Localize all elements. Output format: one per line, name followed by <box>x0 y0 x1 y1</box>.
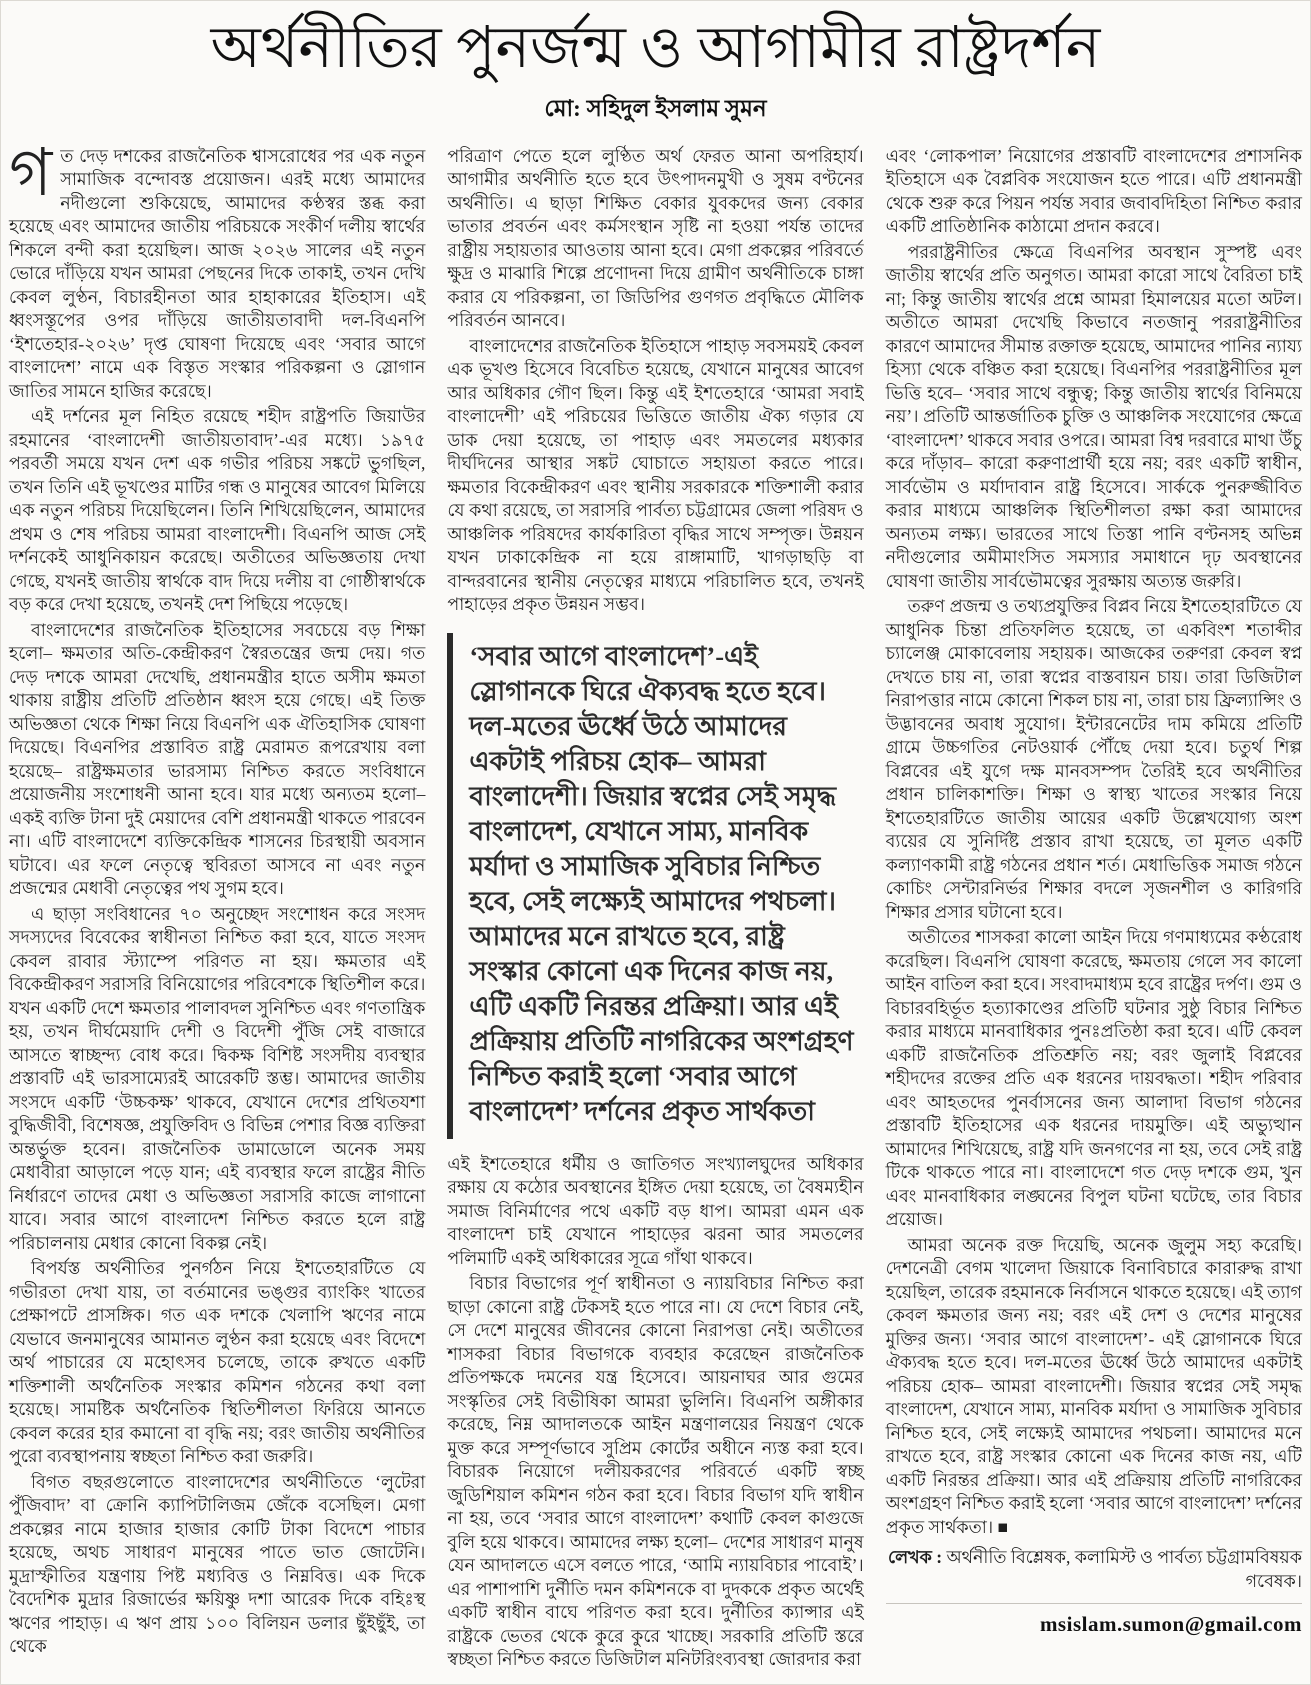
paragraph: এবং ‘লোকপাল’ নিয়োগের প্রস্তাবটি বাংলাদেশের প্রশাসনিক ইতিহাসে এক বৈপ্লবিক সংযোজন হতে পারে। এটি প্রধানমন্ত্রী থেকে শুরু করে পিয়ন পর্যন্ত সবার জবাবদিহিতা নিশ্চিত করার একটি প্রাতিষ্ঠানিক কাঠামো প্রদান করবে। <box>885 145 1302 237</box>
article-body <box>1 129 1310 1684</box>
paragraph: বাংলাদেশের রাজনৈতিক ইতিহাসের সবচেয়ে বড় শিক্ষা হলো– ক্ষমতার অতি-কেন্দ্রীকরণ স্বৈরতন্ত্রের জন্ম দেয়। গত দেড় দশকে আমরা দেখেছি, প্রধানমন্ত্রীর হাতে অসীম ক্ষমতা থাকায় রাষ্ট্রীয় প্রতিটি প্রতিষ্ঠান ধ্বংস হয়ে গেছে। এই তিক্ত অভিজ্ঞতা থেকে শিক্ষা নিয়ে বিএনপি এক ঐতিহাসিক ঘোষণা দিয়েছে। বিএনপির প্রস্তাবিত রাষ্ট্র মেরামত রূপরেখায় বলা হয়েছে– রাষ্ট্রক্ষমতার ভারসাম্য নিশ্চিত করতে সংবিধানে প্রয়োজনীয় সংশোধনী আনা হবে। যার মধ্যে অন্যতম হলো– একই ব্যক্তি টানা দুই মেয়াদের বেশি প্রধানমন্ত্রী থাকতে পারবেন না। এটি বাংলাদেশে ব্যক্তিকেন্দ্রিক শাসনের চিরস্থায়ী অবসান ঘটাবে। এর ফলে নেতৃত্বে স্থবিরতা আসবে না এবং নতুন প্রজন্মের মেধাবী নেতৃত্বের পথ সুগম হবে। <box>9 619 426 899</box>
paragraph: বিচার বিভাগের পূর্ণ স্বাধীনতা ও ন্যায়বিচার নিশ্চিত করা ছাড়া কোনো রাষ্ট্র টেকসই হতে পারে না। যে দেশে বিচার নেই, সে দেশে মানুষের জীবনের কোনো নিরাপত্তা নেই। অতীতের শাসকরা বিচার বিভাগকে ব্যবহার করেছেন রাজনৈতিক প্রতিপক্ষকে দমনের যন্ত্র হিসেবে। আয়নাঘর আর গুমের সংস্কৃতির সেই বিভীষিকা আমরা ভুলিনি। বিএনপি অঙ্গীকার করেছে, নিম্ন আদালতকে আইন মন্ত্রণালয়ের নিয়ন্ত্রণ থেকে মুক্ত করে সম্পূর্ণভাবে সুপ্রিম কোর্টের অধীনে ন্যস্ত করা হবে। বিচারক নিয়োগে দলীয়করণের পরিবর্তে একটি স্বচ্ছ জুডিশিয়াল কমিশন গঠন করা হবে। বিচার বিভাগ যদি স্বাধীন না হয়, তবে ‘সবার আগে বাংলাদেশ’ কথাটি কেবল কাগুজে বুলি হয়ে থাকবে। আমাদের লক্ষ্য হলো– দেশের সাধারণ মানুষ যেন আদালতে এসে বলতে পারে, ‘আমি ন্যায়বিচার পাবোই’। এর পাশাপাশি দুর্নীতি দমন কমিশনকে বা দুদককে প্রকৃত অর্থেই একটি স্বাধীন বাঘে পরিণত করা হবে। দুর্নীতির ক্যান্সার এই রাষ্ট্রকে ভেতর থেকে কুরে কুরে খাচ্ছে। সরকারি প্রতিটি স্তরে স্বচ্ছতা নিশ্চিত করতে ডিজিটাল মনিটরিংব্যবস্থা জোরদার করা <box>447 1273 864 1670</box>
author-bio <box>886 1545 1302 1593</box>
column-2 <box>447 145 863 1674</box>
paragraph <box>9 136 426 404</box>
paragraph: এ ছাড়া সংবিধানের ৭০ অনুচ্ছেদ সংশোধন করে সংসদ সদস্যদের বিবেকের স্বাধীনতা নিশ্চিত করা হবে, যাতে সংসদ কেবল রাবার স্ট্যাম্পে পরিণত না হয়। ক্ষমতার এই বিকেন্দ্রীকরণ সরাসরি বিনিয়োগের পরিবেশকে স্থিতিশীল করে। যখন একটি দেশে ক্ষমতার পালাবদল সুনিশ্চিত এবং গণতান্ত্রিক হয়, তখন দীর্ঘমেয়াদি দেশী ও বিদেশী পুঁজি সেই বাজারে আসতে স্বাচ্ছন্দ্য বোধ করে। দ্বিকক্ষ বিশিষ্ট সংসদীয় ব্যবস্থার প্রস্তাবটি এই ভারসাম্যেরই আরেকটি স্তম্ভ। আমাদের জাতীয় সংসদে একটি ‘উচ্চকক্ষ’ থাকবে, যেখানে দেশের প্রথিতযশা বুদ্ধিজীবী, বিশেষজ্ঞ, প্রযুক্তিবিদ ও বিভিন্ন পেশার বিজ্ঞ ব্যক্তিরা অন্তর্ভুক্ত হবেন। রাজনৈতিক ডামাডোলে অনেক সময় মেধাবীরা আড়ালে পড়ে যান; এই ব্যবস্থার ফলে রাষ্ট্রের নীতি নির্ধারণে তাদের মেধা ও অভিজ্ঞতা সরাসরি কাজে লাগানো যাবে। সবার আগে বাংলাদেশ নিশ্চিত করতে হলে রাষ্ট্র পরিচালনায় মেধার কোনো বিকল্প নেই। <box>9 903 426 1253</box>
column-3 <box>886 145 1302 1674</box>
author-credit <box>886 1545 1302 1637</box>
article-header <box>1 1 1310 129</box>
paragraph: বাংলাদেশের রাজনৈতিক ইতিহাসে পাহাড় সবসময়ই কেবল এক ভূখণ্ড হিসেবে বিবেচিত হয়েছে, যেখানে মানুষের আবেগ আর অধিকার গৌণ ছিল। কিন্তু এই ইশতেহারে ‘আমরা সবাই বাংলাদেশী’ এই পরিচয়ের ভিত্তিতে জাতীয় ঐক্য গড়ার যে ডাক দেয়া হয়েছে, তা পাহাড় এবং সমতলের মধ্যকার দীর্ঘদিনের আস্থার সঙ্কট ঘোচাতে সহায়তা করতে পারে। ক্ষমতার বিকেন্দ্রীকরণ এবং স্থানীয় সরকারকে শক্তিশালী করার যে কথা রয়েছে, তা সরাসরি পার্বত্য চট্টগ্রামের জেলা পরিষদ ও আঞ্চলিক পরিষদের কার্যকারিতা বৃদ্ধির সাথে সম্পৃক্ত। উন্নয়ন যখন ঢাকাকেন্দ্রিক না হয়ে রাঙ্গামাটি, খাগড়াছড়ি বা বান্দরবানের স্থানীয় নেতৃত্বের মাধ্যমে পরিচালিত হবে, তখনই পাহাড়ের প্রকৃত উন্নয়ন সম্ভব। <box>447 335 864 615</box>
paragraph: বিপর্যস্ত অর্থনীতির পুনর্গঠন নিয়ে ইশতেহারটিতে যে গভীরতা দেখা যায়, তা বর্তমানের ভঙ্গুর ব্যাংকিং খাতের প্রেক্ষাপটে প্রাসঙ্গিক। গত এক দশকে খেলাপি ঋণের নামে যেভাবে জনমানুষের আমানত লুণ্ঠন করা হয়েছে এবং বিদেশে অর্থ পাচারের যে মহোৎসব চলেছে, তাকে রুখতে একটি শক্তিশালী অর্থনৈতিক সংস্কার কমিশন গঠনের কথা বলা হয়েছে। সামষ্টিক অর্থনৈতিক স্থিতিশীলতা ফিরিয়ে আনতে কেবল করের হার কমানো বা বৃদ্ধি নয়; বরং জাতীয় অর্থনীতির পুরো ব্যবস্থাপনায় স্বচ্ছতা নিশ্চিত করা জরুরি। <box>9 1258 426 1467</box>
paragraph: তরুণ প্রজন্ম ও তথ্যপ্রযুক্তির বিপ্লব নিয়ে ইশতেহারটিতে যে আধুনিক চিন্তা প্রতিফলিত হয়েছে, তা একবিংশ শতাব্দীর চ্যালেঞ্জ মোকাবেলায় সহায়ক। আজকের তরুণরা কেবল স্বপ্ন দেখতে চায় না, তারা স্বপ্নের বাস্তবায়ন চায়। তারা ডিজিটাল নিরাপত্তার নামে কোনো শিকল চায় না, তারা চায় ফ্রিল্যান্সিং ও উদ্ভাবনের অবাধ সুযোগ। ইন্টারনেটের দাম কমিয়ে প্রতিটি গ্রামে উচ্চগতির নেটওয়ার্ক পৌঁছে দেয়া হবে। চতুর্থ শিল্প বিপ্লবের এই যুগে দক্ষ মানবসম্পদ তৈরিই হবে অর্থনীতির প্রধান চালিকাশক্তি। শিক্ষা ও স্বাস্থ্য খাতের সংস্কার নিয়ে ইশতেহারটিতে জাতীয় আয়ের একটি উল্লেখযোগ্য অংশ ব্যয়ের যে সুনির্দিষ্ট প্রস্তাব রাখা হয়েছে, তা মূলত একটি কল্যাণকামী রাষ্ট্র গঠনের প্রধান শর্ত। মেধাভিত্তিক সমাজ গঠনে কোচিং সেন্টারনির্ভর শিক্ষার বদলে সৃজনশীল ও কারিগরি শিক্ষার প্রসার ঘটানো হবে। <box>885 596 1302 922</box>
pull-quote: ‘সবার আগে বাংলাদেশ’-এই স্লোগানকে ঘিরে ঐক্যবদ্ধ হতে হবে। দল-মতের ঊর্ধ্বে উঠে আমাদের একটাই পরিচয় হোক– আমরা বাংলাদেশী। জিয়ার স্বপ্নের সেই সমৃদ্ধ বাংলাদেশ, যেখানে সাম্য, মানবিক মর্যাদা ও সামাজিক সুবিচার নিশ্চিত হবে, সেই লক্ষ্যেই আমাদের পথচলা। আমাদের মনে রাখতে হবে, রাষ্ট্র সংস্কার কোনো এক দিনের কাজ নয়, এটি একটি নিরন্তর প্রক্রিয়া। আর এই প্রক্রিয়ায় প্রতিটি নাগরিকের অংশগ্রহণ নিশ্চিত করাই হলো ‘সবার আগে বাংলাদেশ’ দর্শনের প্রকৃত সার্থকতা <box>447 633 863 1139</box>
author-email: msislam.sumon@gmail.com <box>1039 1612 1302 1637</box>
paragraph: আমরা অনেক রক্ত দিয়েছি, অনেক জুলুম সহ্য করেছি। দেশনেত্রী বেগম খালেদা জিয়াকে বিনাবিচারে কারারুদ্ধ রাখা হয়েছিল, তারেক রহমানকে নির্বাসনে থাকতে হয়েছে। এই ত্যাগ কেবল ক্ষমতার জন্য নয়; বরং এই দেশ ও দেশের মানুষের মুক্তির জন্য। ‘সবার আগে বাংলাদেশ’- এই স্লোগানকে ঘিরে ঐক্যবদ্ধ হতে হবে। দল-মতের ঊর্ধ্বে উঠে আমাদের একটাই পরিচয় হোক– আমরা বাংলাদেশী। জিয়ার স্বপ্নের সেই সমৃদ্ধ বাংলাদেশ, যেখানে সাম্য, মানবিক মর্যাদা ও সামাজিক সুবিচার নিশ্চিত হবে, সেই লক্ষ্যেই আমাদের পথচলা। আমাদের মনে রাখতে হবে, রাষ্ট্র সংস্কার কোনো এক দিনের কাজ নয়, এটি একটি নিরন্তর প্রক্রিয়া। আর এই প্রক্রিয়ায় প্রতিটি নাগরিকের অংশগ্রহণ নিশ্চিত করাই হলো ‘সবার আগে বাংলাদেশ’ দর্শনের প্রকৃত সার্থকতা। ■ <box>885 1234 1302 1537</box>
author-label: লেখক : <box>888 1547 943 1568</box>
drop-cap: গ <box>9 136 53 210</box>
paragraph: এই দর্শনের মূল নিহিত রয়েছে শহীদ রাষ্ট্রপতি জিয়াউর রহমানের ‘বাংলাদেশী জাতীয়তাবাদ’-এর মধ্যে। ১৯৭৫ পরবর্তী সময়ে যখন দেশ এক গভীর পরিচয় সঙ্কটে ভুগছিল, তখন তিনি এই ভূখণ্ডের মাটির গন্ধ ও মানুষের আবেগ মিলিয়ে এক নতুন পরিচয় দিয়েছিলেন। তিনি শিখিয়েছিলেন, আমাদের প্রথম ও শেষ পরিচয় আমরা বাংলাদেশী। বিএনপি আজ সেই দর্শনকেই আধুনিকায়ন করেছে। অতীতের অভিজ্ঞতায় দেখা গেছে, যখনই জাতীয় স্বার্থকে বাদ দিয়ে দলীয় বা গোষ্ঠীস্বার্থকে বড় করে দেখা হয়েছে, তখনই দেশ পিছিয়ে পড়েছে। <box>9 406 426 615</box>
column-1 <box>9 136 426 1674</box>
article-byline: মো: সহিদুল ইসলাম সুমন <box>544 95 767 121</box>
paragraph: পররাষ্ট্রনীতির ক্ষেত্রে বিএনপির অবস্থান সুস্পষ্ট এবং জাতীয় স্বার্থের প্রতি অনুগত। আমরা কারো সাথে বৈরিতা চাই না; কিন্তু জাতীয় স্বার্থের প্রশ্নে আমরা হিমালয়ের মতো অটল। অতীতে আমরা দেখেছি কিভাবে নতজানু পররাষ্ট্রনীতির কারণে আমাদের সীমান্ত রক্তাক্ত হয়েছে, আমাদের পানির ন্যায্য হিস্যা থেকে বঞ্চিত করা হয়েছে। বিএনপির পররাষ্ট্রনীতির মূল ভিত্তি হবে– ‘সবার সাথে বন্ধুত্ব; কিন্তু জাতীয় স্বার্থের বিনিময়ে নয়’। প্রতিটি আন্তর্জাতিক চুক্তি ও আঞ্চলিক সংযোগের ক্ষেত্রে ‘বাংলাদেশ’ থাকবে সবার ওপরে। আমরা বিশ্ব দরবারে মাথা উঁচু করে দাঁড়াব– কারো করুণাপ্রার্থী হয়ে নয়; বরং একটি স্বাধীন, সার্বভৌম ও মর্যাদাবান রাষ্ট্র হিসেবে। সার্ককে পুনরুজ্জীবিত করার মাধ্যমে আঞ্চলিক স্থিতিশীলতা রক্ষা করা আমাদের অন্যতম লক্ষ্য। ভারতের সাথে তিস্তা পানি বণ্টনসহ অভিন্ন নদীগুলোর অমীমাংসিত সমস্যার সমাধানে দৃঢ় অবস্থানের ঘোষণা জাতীয় সার্বভৌমত্বের সুরক্ষায় অত্যন্ত জরুরি। <box>885 241 1302 591</box>
paragraph: অতীতের শাসকরা কালো আইন দিয়ে গণমাধ্যমের কণ্ঠরোধ করেছিল। বিএনপি ঘোষণা করেছে, ক্ষমতায় গেলে সব কালো আইন বাতিল করা হবে। সংবাদমাধ্যম হবে রাষ্ট্রের দর্পণ। গুম ও বিচারবহির্ভূত হত্যাকাণ্ডের প্রতিটি ঘটনার সুষ্ঠু বিচার নিশ্চিত করার মাধ্যমে মানবাধিকার পুনঃপ্রতিষ্ঠা করা হবে। এটি কেবল একটি রাজনৈতিক প্রতিশ্রুতি নয়; বরং জুলাই বিপ্লবের শহীদদের রক্তের প্রতি এক ধরনের দায়বদ্ধতা। শহীদ পরিবার এবং আহতদের পুনর্বাসনের জন্য আলাদা বিভাগ গঠনের প্রস্তাবটি ইতিহাসের এক ধরনের দায়মুক্তি। এই অভ্যুত্থান আমাদের শিখিয়েছে, রাষ্ট্র যদি জনগণের না হয়, তবে সেই রাষ্ট্র টিকে থাকতে পারে না। বাংলাদেশে গত দেড় দশকে গুম, খুন এবং মানবাধিকার লঙ্ঘনের বিপুল ঘটনা ঘটেছে, তার বিচার প্রয়োজ। <box>885 927 1302 1230</box>
article-title: অর্থনীতির পুনর্জন্ম ও আগামীর রাষ্ট্রদর্শন <box>210 15 1101 80</box>
paragraph: বিগত বছরগুলোতে বাংলাদেশের অর্থনীতিতে ‘লুটেরা পুঁজিবাদ’ বা ক্রোনি ক্যাপিটালিজম জেঁকে বসেছিল। মেগা প্রকল্পের নামে হাজার হাজার কোটি টাকা বিদেশে পাচার হয়েছে, অথচ সাধারণ মানুষের পাতে ভাত জোটেনি। মুদ্রাস্ফীতির যন্ত্রণায় পিষ্ট মধ্যবিত্ত ও নিম্নবিত্ত। এক দিকে বৈদেশিক মুদ্রার রিজার্ভের ক্ষয়িষ্ণু দশা আরেক দিকে বহিঃস্থ ঋণের পাহাড়। এ ঋণ প্রায় ১০০ বিলিয়ন ডলার ছুঁইছুঁই, তা থেকে <box>9 1471 426 1657</box>
author-bio-text: অর্থনীতি বিশ্লেষক, কলামিস্ট ও পার্বত্য চট্টগ্রামবিষয়ক গবেষক। <box>946 1547 1302 1592</box>
paragraph: এই ইশতেহারে ধর্মীয় ও জাতিগত সংখ্যালঘুদের অধিকার রক্ষায় যে কঠোর অবস্থানের ইঙ্গিত দেয়া হয়েছে, তা বৈষম্যহীন সমাজ বিনির্মাণের পথে একটি বড় ধাপ। আমরা এমন এক বাংলাদেশ চাই যেখানে পাহাড়ের ঝরনা আর সমতলের পলিমাটি একই অধিকারের সূত্রে গাঁথা থাকবে। <box>447 1153 864 1268</box>
paragraph: পরিত্রাণ পেতে হলে লুণ্ঠিত অর্থ ফেরত আনা অপরিহার্য। আগামীর অর্থনীতি হতে হবে উৎপাদনমুখী ও সুষম বণ্টনের অর্থনীতি। এ ছাড়া শিক্ষিত বেকার যুবকদের জন্য বেকার ভাতার প্রবর্তন এবং কর্মসংস্থান সৃষ্টি না হওয়া পর্যন্ত তাদের রাষ্ট্রীয় সহায়তার আওতায় আনা হবে। মেগা প্রকল্পের পরিবর্তে ক্ষুদ্র ও মাঝারি শিল্পে প্রণোদনা দিয়ে গ্রামীণ অর্থনীতিকে চাঙ্গা করার যে পরিকল্পনা, তা জিডিপির গুণগত প্রবৃদ্ধিতে মৌলিক পরিবর্তন আনবে। <box>447 145 864 331</box>
paragraph-text: ত দেড় দশকের রাজনৈতিক শ্বাসরোধের পর এক নতুন সামাজিক বন্দোবস্ত প্রয়োজন। এরই মধ্যে আমাদের নদীগুলো শুকিয়েছে, আমাদের কণ্ঠস্বর স্তব্ধ করা হয়েছে এবং আমাদের জাতীয় পরিচয়কে সংকীর্ণ দলীয় স্বার্থের শিকলে বন্দী করা হয়েছিল। আজ ২০২৬ সালের এই নতুন ভোরে দাঁড়িয়ে যখন আমরা পেছনের দিকে তাকাই, তখন দেখি কেবল লুণ্ঠন, বিচারহীনতা আর হাহাকারের ইতিহাস। এই ধ্বংসস্তূপের ওপর দাঁড়িয়ে জাতীয়তাবাদী দল-বিএনপি ‘ইশতেহার-২০২৬’ দৃপ্ত ঘোষণা দিয়েছে এবং ‘সবার আগে বাংলাদেশ’ নামে এক বিস্তৃত সংস্কার পরিকল্পনা ও স্লোগান জাতির সামনে হাজির করেছে। <box>9 145 426 401</box>
author-divider <box>886 1603 1302 1604</box>
